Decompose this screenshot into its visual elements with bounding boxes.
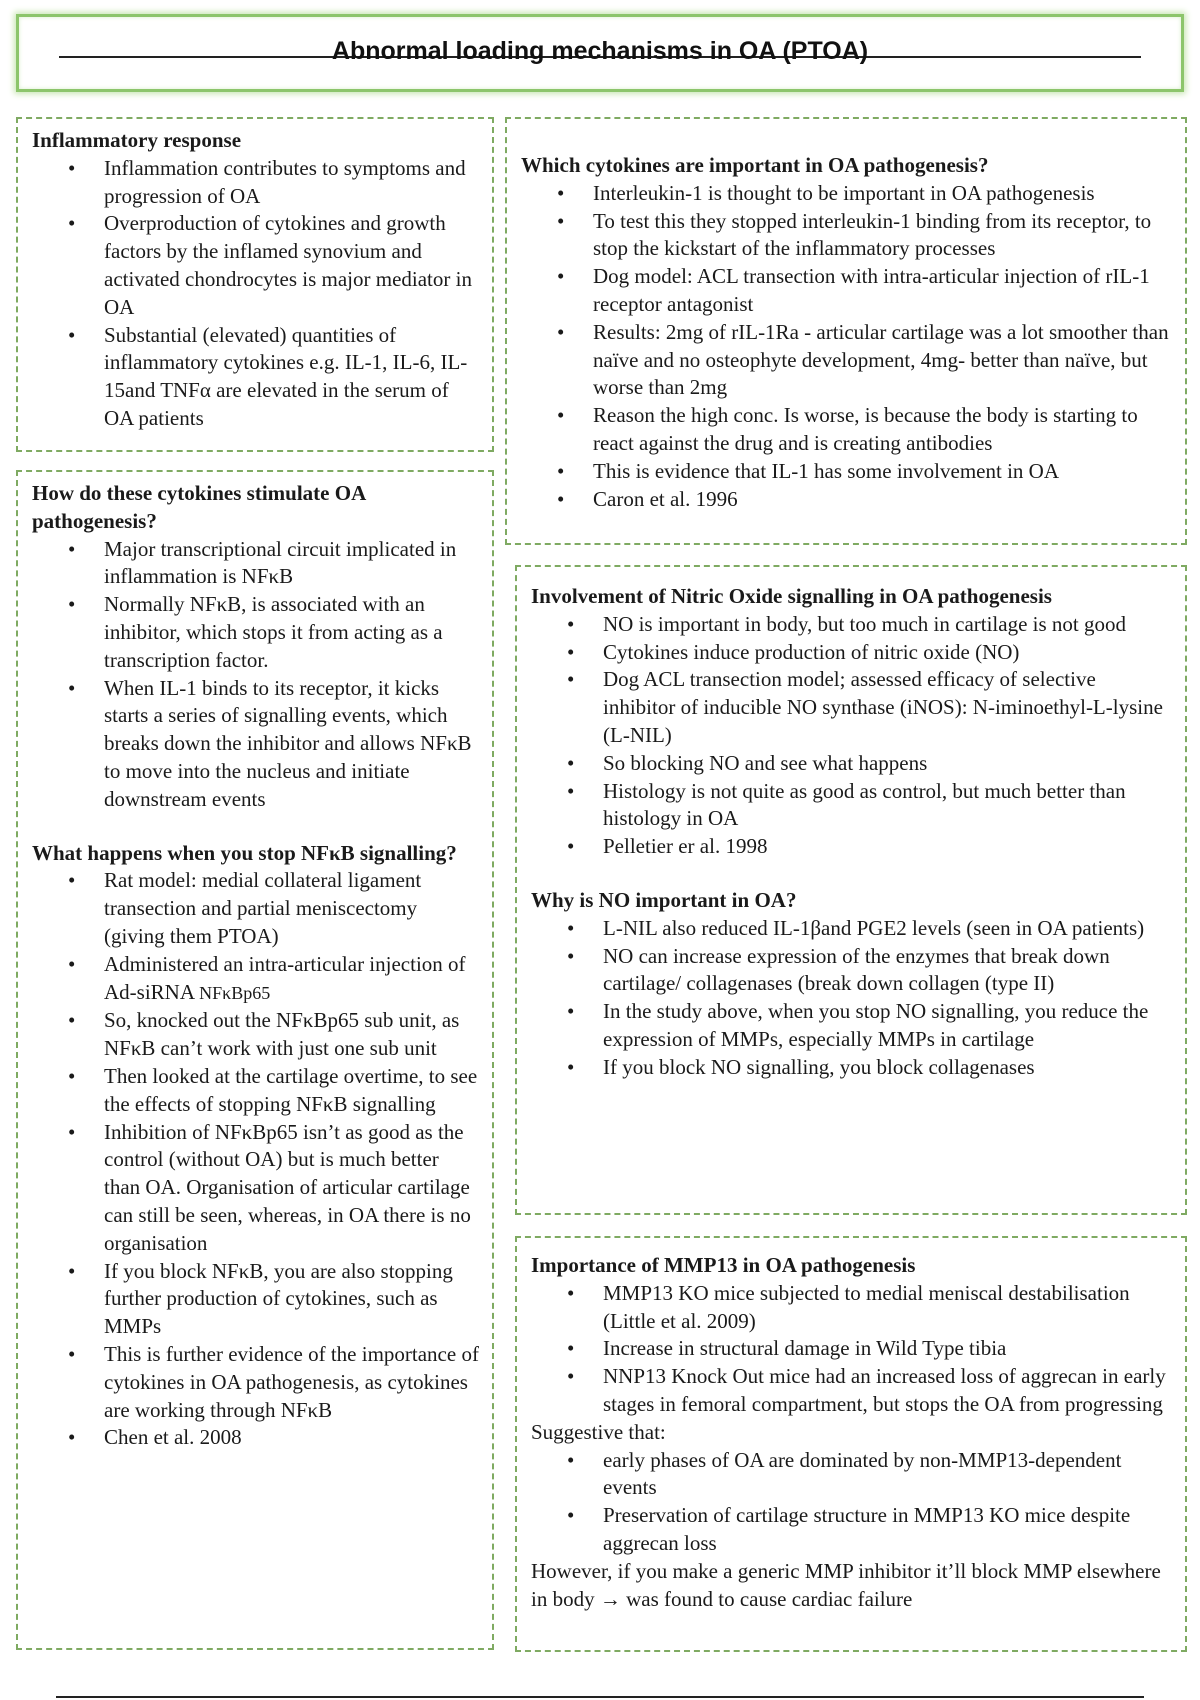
list-item: • Then looked at the cartilage overtime, to see the effects of stopping NFκB signalling	[104, 1063, 480, 1119]
list-item-small-text: NFκBp65	[199, 982, 271, 1003]
list-item: • Pelletier er al. 1998	[603, 833, 1173, 861]
list-item: • Dog ACL transection model; assessed efficacy of selective inhibitor of inducible NO synthase (iNOS): N-iminoethyl-L-lysine (L-NIL)	[603, 666, 1173, 749]
nfkb-box	[16, 470, 494, 1650]
list-item: • MMP13 KO mice subjected to medial meniscal destabilisation (Little et al. 2009)	[603, 1280, 1173, 1336]
list-item: • Overproduction of cytokines and growth factors by the inflamed synovium and activated chondrocytes is major mediator in OA	[104, 210, 480, 321]
mmp13-heading: Importance of MMP13 in OA pathogenesis	[531, 1253, 916, 1277]
stop-nfkb-list	[32, 867, 480, 1452]
list-item: • Inflammation contributes to symptoms and progression of OA	[104, 155, 480, 211]
cytokines-box	[505, 117, 1187, 545]
list-item: • Rat model: medial collateral ligament transection and partial meniscectomy (giving them PTOA)	[104, 867, 480, 950]
list-item: • When IL-1 binds to its receptor, it kicks starts a series of signalling events, which breaks down the inhibitor and allows NFκB to move into the nucleus and initiate downstream events	[104, 675, 480, 814]
list-item: • L-NIL also reduced IL-1βand PGE2 levels (seen in OA patients)	[603, 915, 1173, 943]
no-signalling-heading: Involvement of Nitric Oxide signalling in OA pathogenesis	[531, 584, 1052, 608]
inflammatory-list	[32, 155, 480, 433]
list-item: • Chen et al. 2008	[104, 1424, 480, 1452]
list-item: • This is evidence that IL-1 has some involvement in OA	[593, 458, 1173, 486]
list-item: • Caron et al. 1996	[593, 486, 1173, 514]
however-text	[531, 1558, 1173, 1614]
list-item: • So blocking NO and see what happens	[603, 750, 1173, 778]
however-text-part1: However, if you make a generic MMP inhibitor it’ll block MMP elsewhere in body	[531, 1558, 1161, 1611]
inflammatory-response-box	[16, 117, 494, 452]
list-item: • If you block NFκB, you are also stopping further production of cytokines, such as MMPs	[104, 1258, 480, 1341]
arrow-icon: →	[599, 1586, 621, 1611]
list-item: • Normally NFκB, is associated with an inhibitor, which stops it from acting as a transcription factor.	[104, 591, 480, 674]
cytokines-list	[521, 180, 1173, 514]
cytokines-heading: Which cytokines are important in OA pathogenesis?	[521, 153, 989, 177]
list-item: • Results: 2mg of rIL-1Ra - articular cartilage was a lot smoother than naïve and no osteophyte development, 4mg- better than naïve, but worse than 2mg	[593, 319, 1173, 402]
suggestive-text: Suggestive that:	[531, 1419, 666, 1444]
list-item: • Increase in structural damage in Wild Type tibia	[603, 1335, 1173, 1363]
list-item: • NO is important in body, but too much in cartilage is not good	[603, 611, 1173, 639]
list-item: • Interleukin-1 is thought to be important in OA pathogenesis	[593, 180, 1173, 208]
list-item: • Substantial (elevated) quantities of inflammatory cytokines e.g. IL-1, IL-6, IL-15and TNFα are elevated in the serum of OA patients	[104, 322, 480, 433]
stop-nfkb-heading: What happens when you stop NFκB signalling?	[32, 840, 457, 865]
list-item: • In the study above, when you stop NO signalling, you reduce the expression of MMPs, especially MMPs in cartilage	[603, 998, 1173, 1054]
list-item: • Cytokines induce production of nitric oxide (NO)	[603, 639, 1173, 667]
list-item: • This is further evidence of the importance of cytokines in OA pathogenesis, as cytokines are working through NFκB	[104, 1341, 480, 1424]
no-important-heading: Why is NO important in OA?	[531, 887, 797, 912]
title-box	[16, 14, 1184, 92]
list-item	[104, 951, 480, 1008]
list-item: • Reason the high conc. Is worse, is because the body is starting to react against the drug and is creating antibodies	[593, 402, 1173, 458]
list-item: • NO can increase expression of the enzymes that break down cartilage/ collagenases (break down collagen (type II)	[603, 943, 1173, 999]
page-title: Abnormal loading mechanisms in OA (PTOA)	[331, 37, 869, 65]
list-item: • To test this they stopped interleukin-1 binding from its receptor, to stop the kickstart of the inflammatory processes	[593, 208, 1173, 264]
list-item: • So, knocked out the NFκBp65 sub unit, as NFκB can’t work with just one sub unit	[104, 1007, 480, 1063]
list-item-text: Administered an intra-articular injection of Ad-siRNA	[104, 951, 466, 1004]
footer-divider	[56, 1696, 1144, 1698]
no-signalling-list	[531, 611, 1173, 861]
list-item: • NNP13 Knock Out mice had an increased loss of aggrecan in early stages in femoral compartment, but stops the OA from progressing	[603, 1363, 1173, 1419]
inflammatory-heading: Inflammatory response	[32, 128, 242, 152]
list-item: • Histology is not quite as good as control, but much better than histology in OA	[603, 778, 1173, 834]
list-item: • Preservation of cartilage structure in MMP13 KO mice despite aggrecan loss	[603, 1502, 1173, 1558]
suggestive-list	[531, 1447, 1173, 1558]
nitric-oxide-box	[515, 565, 1187, 1215]
list-item: • early phases of OA are dominated by non-MMP13-dependent events	[603, 1447, 1173, 1503]
mmp13-box	[515, 1236, 1187, 1652]
list-item: • Inhibition of NFκBp65 isn’t as good as the control (without OA) but is much better than OA. Organisation of articular cartilage can still be seen, whereas, in OA there is no organisation	[104, 1119, 480, 1258]
list-item: • Dog model: ACL transection with intra-articular injection of rIL-1 receptor antagonist	[593, 263, 1173, 319]
however-text-part2: was found to cause cardiac failure	[626, 1586, 913, 1611]
stimulate-list	[32, 536, 480, 814]
no-important-list	[531, 915, 1173, 1082]
mmp13-list	[531, 1280, 1173, 1419]
stimulate-heading: How do these cytokines stimulate OA pathogenesis?	[32, 481, 366, 533]
list-item: • Major transcriptional circuit implicated in inflammation is NFκB	[104, 536, 480, 592]
list-item: • If you block NO signalling, you block collagenases	[603, 1054, 1173, 1082]
